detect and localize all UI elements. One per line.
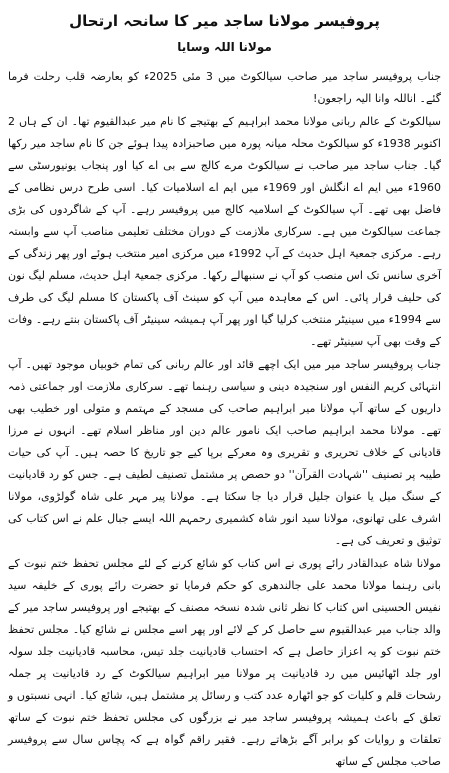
article-paragraph: مولانا شاہ عبدالقادر رائے پوری نے اس کتاب کو شائع کرنے کے لئے مجلس تحفظ ختم نبوت کے بانی رہنما مولانا محمد علی جالندھری کو حکم فرمایا تو حضرت رائے پوری کے خلیفہ سید نفیس الحسینی اس کتاب کا نظر ثانی شدہ نسخہ مصنف کے بھتیجے اور پروفیسر ساجد میر کے والد جناب میر عبدالقیوم سے حاصل کر کے لائے اور پھر اسے مجلس نے شائع کیا۔ مجلس تحفظ ختم نبوت کو یہ اعزاز حاصل ہے کہ احتساب قادیانیت جلد تیس، محاسبہ قادیانیت جلد سولہ اور جلد اٹھائیس میں رد قادیانیت پر مولانا میر ابراہیم سیالکوٹ کے رد قادیانیت پر جملہ رشحات قلم و کلیات کو جو اٹھارہ عدد کتب و رسائل پر مشتمل ہیں، شائع کیا۔ انہی نسبتوں و تعلق کے باعث ہمیشہ پروفیسر ساجد میر نے بزرگوں کی مجلس تحفظ ختم نبوت کے ساتھ تعلقات و روایات کو برابر آگے بڑھاتے رہے۔ فقیر راقم گواہ ہے کہ پچاس سال سے پروفیسر صاحب مجلس کے ساتھ (8, 557, 441, 768)
article-paragraph: جناب پروفیسر ساجد میر صاحب سیالکوٹ میں 3 مئی 2025ء کو بعارضہ قلب رحلت فرما گئے۔ اناللہ وانا الیہ راجعون! (8, 70, 441, 105)
article-paragraph: جناب پروفیسر ساجد میر میں ایک اچھے قائد اور عالم ربانی کی تمام خوبیاں موجود تھیں۔ آپ انتہائی کریم النفس اور سنجیدہ دینی و سیاسی رہنما تھے۔ سرکاری ملازمت اور جماعتی ذمہ داریوں کے ساتھ آپ مولانا میر ابراہیم صاحب کی مسجد کے مہتمم و متولی اور خطیب بھی تھے۔ مولانا محمد ابراہیم صاحب ایک نامور عالم دین اور مناظر اسلام تھے۔ انہوں نے مرزا قادیانی کے خلاف تحریری و تقریری وہ معرکے برپا کیے جو تاریخ کا حصہ ہیں۔ آپ کی حیات طیبہ پر تصنیف ''شہادت القرآن'' دو حصص پر مشتمل تصنیف لطیف ہے۔ جس کو رد قادیانیت کے سنگ میل یا عنوان جلیل قرار دیا جا سکتا ہے۔ مولانا پیر مہر علی شاہ گولڑوی، مولانا اشرف علی تھانوی، مولانا سید انور شاہ کشمیری رحمہم اللہ ایسے جبال علم نے اس کتاب کی توثیق و تعریف کی ہے۔ (8, 358, 441, 547)
article-paragraph: سیالکوٹ کے عالم ربانی مولانا محمد ابراہیم کے بھتیجے کا نام میر عبدالقیوم تھا۔ ان کے ہاں 2 اکتوبر 1938ء کو سیالکوٹ محلہ میانہ پورہ میں صاحبزادہ پیدا ہوئے جن کا نام ساجد میر رکھا گیا۔ جناب ساجد میر صاحب نے سیالکوٹ مرے کالج سے بی اے کیا اور پنجاب یونیورسٹی سے 1960ء میں ایم اے انگلش اور 1969ء میں ایم اے اسلامیات کیا۔ اسی طرح درس نظامی کے فاضل بھی تھے۔ آپ سیالکوٹ کے اسلامیہ کالج میں پروفیسر رہے۔ آپ کے شاگردوں کی بڑی جماعت سیالکوٹ میں ہے۔ سرکاری ملازمت کے دوران مختلف تعلیمی مناصب آپ سے وابستہ رہے۔ مرکزی جمعیۃ اہل حدیث کے آپ 1992ء میں مرکزی امیر منتخب ہوئے اور پھر زندگی کے آخری سانس تک اس منصب کو آپ نے سنبھالے رکھا۔ مرکزی جمعیۃ اہل حدیث، مسلم لیگ نون کی حلیف قرار پائی۔ اس کے معاہدہ میں آپ کو سینٹ آف پاکستان کا مسلم لیگ کی طرف سے 1994ء میں سینیٹر منتخب کرلیا گیا اور پھر آپ ہمیشہ سینیٹر آف پاکستان بنتے رہے۔ وفات کے وقت بھی آپ سینیٹر تھے۔ (8, 115, 441, 348)
article-author: مولانا اللہ وسایا (177, 40, 272, 54)
article-title: پروفیسر مولانا ساجد میر کا سانحہ ارتحال (69, 12, 380, 30)
